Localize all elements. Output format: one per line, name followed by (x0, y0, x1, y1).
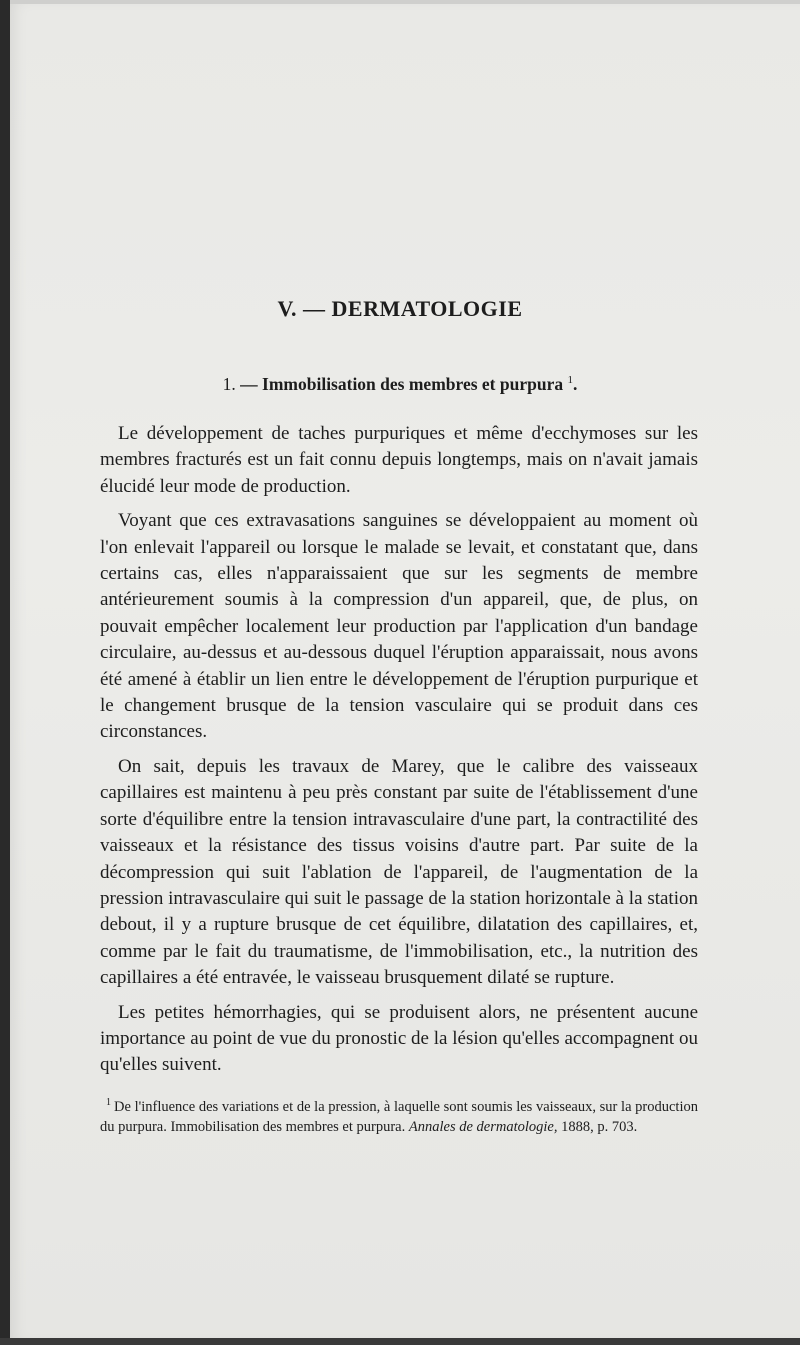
body-text (100, 421, 698, 1087)
paragraph-4: Les petites hémorrhagies, qui se produisent alors, ne présentent aucune importance au point de vue du pronostic de la lésion qu'elles accompagnent ou qu'elles suivent. (100, 1001, 698, 1076)
section-title-text: — Immobilisation des membres et purpura (240, 374, 564, 394)
footnote (100, 1093, 698, 1137)
chapter-title: V. — DERMATOLOGIE (277, 296, 523, 321)
paragraph-3: On sait, depuis les travaux de Marey, que le calibre des vaisseaux capillaires est maintenu à peu près constant par suite de l'établissement d'une sorte d'équilibre entre la tension intravasculaire d'une part, la contractilité des vaisseaux et la résistance des tissus voisins d'autre part. Par suite de la décompression qui suit l'ablation de l'appareil, de l'augmentation de la pression intravasculaire qui suit le passage de la station horizontale à la station debout, il y a rupture brusque de cet équilibre, dilatation des capillaires, et, comme par le fait du traumatisme, de l'immobilisation, etc., la nutrition des capillaires a été entravée, le vaisseau brusquement dilaté se rupture. (100, 755, 698, 989)
paragraph-1: Le développement de taches purpuriques et même d'ecchymoses sur les membres fracturés est un fait connu depuis longtemps, mais on n'avait jamais élucidé leur mode de production. (100, 423, 698, 497)
footnote-journal: Annales de dermatologie, (408, 1118, 558, 1135)
section-number: 1. (222, 374, 236, 394)
footnote-citation: 1888, p. 703. (561, 1118, 638, 1135)
footnote-mark: 1 (106, 1097, 111, 1108)
scan-left-edge (0, 0, 10, 1345)
section-title (0, 374, 800, 395)
paragraph-2: Voyant que ces extravasations sanguines se développaient au moment où l'on enlevait l'appareil ou lorsque le malade se levait, et constatant que, dans certains cas, elles n'apparaissaient que sur les segments de membre antérieurement soumis à la compression d'un appareil, que, de plus, on pouvait empêcher localement leur production par l'application d'un bandage circulaire, au-dessus et au-dessous duquel l'éruption apparaissait, nous avons été amené à établir un lien entre le développement de l'éruption purpurique et le changement brusque de la tension vasculaire qui se produit dans ces circonstances. (100, 510, 698, 743)
section-end-punct: . (572, 374, 578, 394)
footnote-text: De l'influence des variations et de la pression, à laquelle sont soumis les vaisseaux, sur la production du purpura. Immobilisation des membres et purpura. (100, 1098, 698, 1135)
scan-bottom-edge (0, 1338, 800, 1345)
section-footnote-ref: 1 (567, 374, 573, 387)
